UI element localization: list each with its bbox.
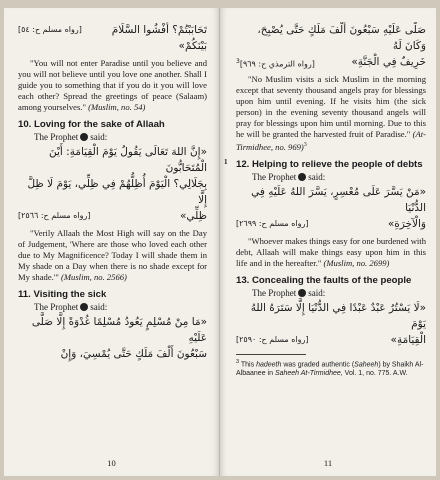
section-13-ref: [رواه مسلم ح: ٢٥٩٠]	[236, 334, 309, 344]
section-10-heading: 10. Loving for the sake of Allaah	[18, 119, 165, 130]
right-top-arabic-2-line	[236, 54, 426, 70]
right-top-citation: (At-Tirmidhee, no. 969)	[236, 129, 426, 152]
right-page-number: 11	[323, 458, 333, 468]
section-11-said: The Prophet said:	[34, 302, 108, 312]
section-10-ref: [رواه مسلم ح: ٢٥٦٦]	[18, 211, 91, 220]
left-top-arabic-line	[18, 22, 207, 54]
margin-mark: 1	[224, 158, 228, 166]
section-13-said: The Prophet said:	[252, 287, 326, 298]
section-12-arabic-1: «مَنْ يَسَّرَ عَلَى مُعْسِرٍ، يَسَّرَ اللهُ عَلَيْهِ فِي الدُّنْيَا	[251, 185, 426, 214]
right-top-arabic-2: خَرِيفٌ فِي الْجَنَّةِ»	[351, 56, 426, 68]
left-page-content	[18, 22, 207, 452]
section-11-arabic-1: «مَا مِنْ مُسْلِمٍ يَعُودُ مُسْلِمًا غُدْوَةً إِلَّا صَلَّى عَلَيْهِ	[31, 316, 207, 344]
section-13-heading: 13. Concealing the faults of the people	[236, 274, 412, 286]
section-12-citation: (Muslim, no. 2699)	[323, 257, 390, 268]
footnote-mark: 3	[236, 358, 240, 365]
section-12-ref: [رواه مسلم ح: ٢٦٩٩]	[236, 218, 309, 228]
section-10-citation: (Muslim, no. 2566)	[61, 272, 127, 282]
left-top-citation: (Muslim, no. 54)	[88, 102, 146, 112]
section-12-heading: 12. Helping to relieve the people of debts	[236, 158, 423, 170]
left-top-translation: "You will not enter Paradise until you believe and you will not believe until you love one another. Shall I guide you to something that if you do it you will love each other? Spread the greetings of peace (Salaam) among yourselves." (Muslim, no. 54)	[18, 58, 207, 112]
right-top-translation: "No Muslim visits a sick Muslim in the morning except that seventy thousand angels pray for blessings upon him until evening. If he visits him (the sick person) in the evening seventy thousand angels will pray for blessings upon him until morning. Due to this he will be granted the harvested fruit of Paradise." (At-Tirmidhee, no. 969)$^3$	[236, 74, 426, 152]
section-12-said: The Prophet said:	[252, 171, 326, 182]
right-page-content	[236, 22, 426, 452]
section-11-heading: 11. Visiting the sick	[18, 289, 107, 300]
section-10-arabic-3-line	[18, 208, 207, 224]
section-11-arabic-2: سَبْعُونَ أَلْفَ مَلَكٍ حَتَّى يُمْسِيَ، وَإِنْ	[60, 348, 207, 360]
section-13-arabic-2: الْقِيَامَةِ»	[390, 333, 426, 346]
footnote: $^3$ This hadeeth was graded authentic (Saheeh) by Shaikh Al-Albaanee in Saheeh At-Tirmidhee, Vol. 1, no. 775. A.W.	[236, 358, 424, 378]
section-10-translation: "Verily Allaah the Most High will say on the Day of Judgement, 'Where are those who loved each other due to My Magnificence? Today I will shade them in My shade on a Day when there is no shade except for My shade.'" (Muslim, no. 2566)	[18, 228, 207, 282]
section-13-arabic-1: «لَا يَسْتُرُ عَبْدٌ عَبْدًا فِي الدُّنْيَا إِلَّا سَتَرَهُ اللهُ يَوْمَ	[250, 301, 426, 330]
pbuh-icon	[80, 133, 88, 141]
section-10-arabic-2: بِجَلَالِي؟ الْيَوْمَ أُظِلُّهُمْ فِي ظِلِّي، يَوْمَ لَا ظِلَّ إِلَّا	[27, 178, 207, 206]
pbuh-icon	[298, 289, 306, 297]
footnote-source: Saheeh At-Tirmidhee,	[274, 370, 343, 378]
pbuh-icon	[80, 303, 88, 311]
section-13-arabic-2-line	[236, 332, 426, 348]
section-10-arabic-1: «إِنَّ اللهَ تَعَالَى يَقُولُ يَوْمَ الْقِيَامَةِ: أَيْنَ الْمُتَحَابُّونَ	[49, 146, 207, 174]
section-10-said: The Prophet said:	[34, 132, 108, 142]
footnote-divider	[236, 354, 306, 355]
right-top-citation-mark: 3	[303, 142, 307, 148]
book-spread	[4, 8, 436, 476]
right-top-ref-mark: 3	[236, 58, 240, 65]
left-page	[4, 8, 220, 476]
left-page-number: 10	[107, 458, 116, 468]
pbuh-icon	[298, 173, 306, 181]
left-top-arabic-ref: [رواه مسلم ح: ٥٤]	[18, 25, 82, 34]
section-12-arabic-2-line	[236, 216, 426, 232]
right-top-arabic-1: صَلَّى عَلَيْهِ سَبْعُونَ أَلْفَ مَلَكٍ حَتَّى يُصْبِحَ، وَكَانَ لَهُ	[257, 24, 426, 52]
right-page	[220, 8, 436, 476]
right-top-ref-group	[236, 54, 315, 73]
right-top-ref: [رواه الترمذي ح: ٩٦٩]	[239, 59, 315, 69]
section-10-arabic-3: ظِلِّي»	[179, 210, 207, 222]
left-top-arabic: تَحَابَبْتُمْ؟ أَفْشُوا السَّلَامَ بَيْنَكُمْ»	[111, 24, 207, 52]
section-12-arabic-2: وَالْآخِرَةِ»	[387, 217, 426, 230]
section-12-translation: "Whoever makes things easy for one burdened with debt, Allaah will make things easy upon him in this life and in the hereafter." (Muslim, no. 2699)	[236, 235, 426, 268]
